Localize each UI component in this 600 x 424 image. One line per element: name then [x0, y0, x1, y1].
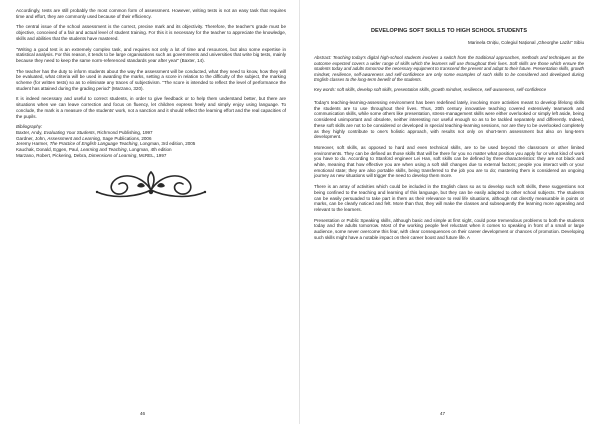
bibliography-item: Jeremy Harmer, The Practice of English Language Teaching, Longman, 3rd edition, 2005: [16, 141, 196, 147]
bibliography: [16, 124, 286, 158]
right-paragraph-2: Moreover, soft skills, as opposed to hard and even technical skills, are to be used beyond the classroom or other limited environments. They can be defined as those skills that will be there for you no matter what position you apply for or what kind of work you have to do. According to Stanford engineer Lei Han, soft skills can be defined by three characteristics: they are not black and white, meaning that how effective you are when using a soft skill changes due to external factors; people you interact with or your emotional state; they are also portable skills, being transferred to the job you are to do; mastering them is considered an ongoing journey as new situations will trigger the need to develop them more.: [314, 144, 584, 179]
left-paragraph-3: "Writing a good test is an extremely complex task, and requires not only a lot of time and resources, but also some expertise in statistical analysis. For this reason, it tends to be large organisations such as governments and universities that write big tests, mainly because they need to keep the same norm-referenced standards year after year" (Baxter, 14).: [16, 46, 286, 63]
keywords: Key words: soft skills, develop soft skills, presentation skills, growth mindset, resilience, self-awareness, self-confidence: [314, 86, 547, 92]
article-title: DEVELOPING SOFT SKILLS TO HIGH SCHOOL STUDENTS: [370, 28, 528, 34]
left-paragraph-4: The teacher has the duty to inform students about the way the assessment will be conducted, what they need to know, how they will be evaluated, what criteria will be used in awarding the marks, setting a score in relation to the difficulty of the subject, the marking scheme (for written tests) so as to eliminate any traces of subjectivism. "The score is intended to reflect the level of performance the student has attained during the grading period" (Marzano, 320).: [16, 68, 286, 91]
left-paragraph-2: The central issue of the school assessment is the correct, precise mark and its objectivity. Therefore, the teacher's grade must be objective, conceived of a fair and actual level of student training. For this it is necessary for the teacher to appreciate the knowledge, skills and abilities that the students have mastered.: [16, 24, 286, 41]
right-page-number: 47: [440, 411, 446, 416]
right-page: [300, 0, 600, 424]
right-paragraph-3: There is an array of activities which could be included in the English class so as to develop such soft skills, these suggestions not being confined to the teaching and learning of this language, but they can be easily adapted to other school subjects. The students can be easily persuaded to take part in them as their relevance to real life situations, although not directly measurable in points or marks, can be clearly noticed and felt. More than that, they will make the classes and subsequently the learning more appealing and relevant to the learners.: [314, 184, 584, 212]
bibliography-title: Bibliography:: [16, 124, 43, 130]
left-paragraph-1: Accordingly, tests are still probably the most common form of assessment. However, writing tests is not an easy task that requires time and effort, they are commonly used because of their efficiency.: [16, 8, 286, 19]
bibliography-item: Kauchak, Donald, Eggen, Paul, Learning and Teaching, Longman, 4th edition: [16, 147, 172, 153]
article-author: Marinela Onițiu, Colegiul Național „Gheorghe Lazăr” Sibiu: [467, 40, 584, 45]
abstract: Abstract: Teaching today's digital high-school students involves a switch from the traditional approaches, methods and techniques as the outcome expected covers a wider range of skills which the learners will use throughout their lives. Soft skills are those which ensure the students today and adults tomorrow the necessary equipment to transcend the present and adapt to their future. Presentation skills, growth mindset, resilience, self-awareness and self-confidence are only some examples of such skills to be considered and developed during English classes to the long-term benefit of the students.: [314, 55, 584, 82]
flourish-ornament-icon: [91, 166, 211, 206]
bibliography-item: Gardner, John, Assessment and Learning, Sage Publications, 2006: [16, 135, 152, 141]
right-paragraph-4: Presentation or Public Speaking skills, although basic and simple at first sight, could pose tremendous problems to both the students today and the adults tomorrow. Most of the working people feel reluctant when it comes to speaking in front of a small or large audience, some never overcome this fear, with clear consequences on their career development or chances of promotion. Developing such skills might have a notable impact on their career boost and future life. A: [314, 217, 584, 240]
left-page-number: 46: [140, 411, 146, 416]
bibliography-item: Baxter, Andy, Evaluating Your Students, Richmond Publishing, 1997: [16, 129, 153, 135]
right-paragraph-1: Today's teaching-learning-assessing environment has been redefined lately, involving more activities meant to develop lifelong skills the students are to use throughout their lives. Thus, 20th century innovative teaching covered extensively teamwork and communication skills, while some others like presentation, stress-management skills were either overlooked or simply left aside, being considered unimportant and obsolete, neither interesting nor useful enough so as to be tackled separately and differently. Indeed, these soft skills are not to be considered or developed in special teaching-learning sessions, nor are they to be overlooked completely as they highly contribute to one's holistic approach, with results not only on short-term assessment but also on long-term development.: [314, 100, 584, 140]
left-paragraph-5: It is indeed necessary and useful to correct students, in order to give feedback or to help them understand better, but there are situations when we can leave correction and focus on fluency, let children express freely and simply enjoy using language. To conclude, the mark is a measure of the students' work, not a sanction and it should reflect the learning effort and the real capacities of the pupils.: [16, 96, 286, 119]
bibliography-item: Marzano, Robert, Pickering, Debra, Dimensions of Learning, McREL, 1997: [16, 152, 167, 158]
